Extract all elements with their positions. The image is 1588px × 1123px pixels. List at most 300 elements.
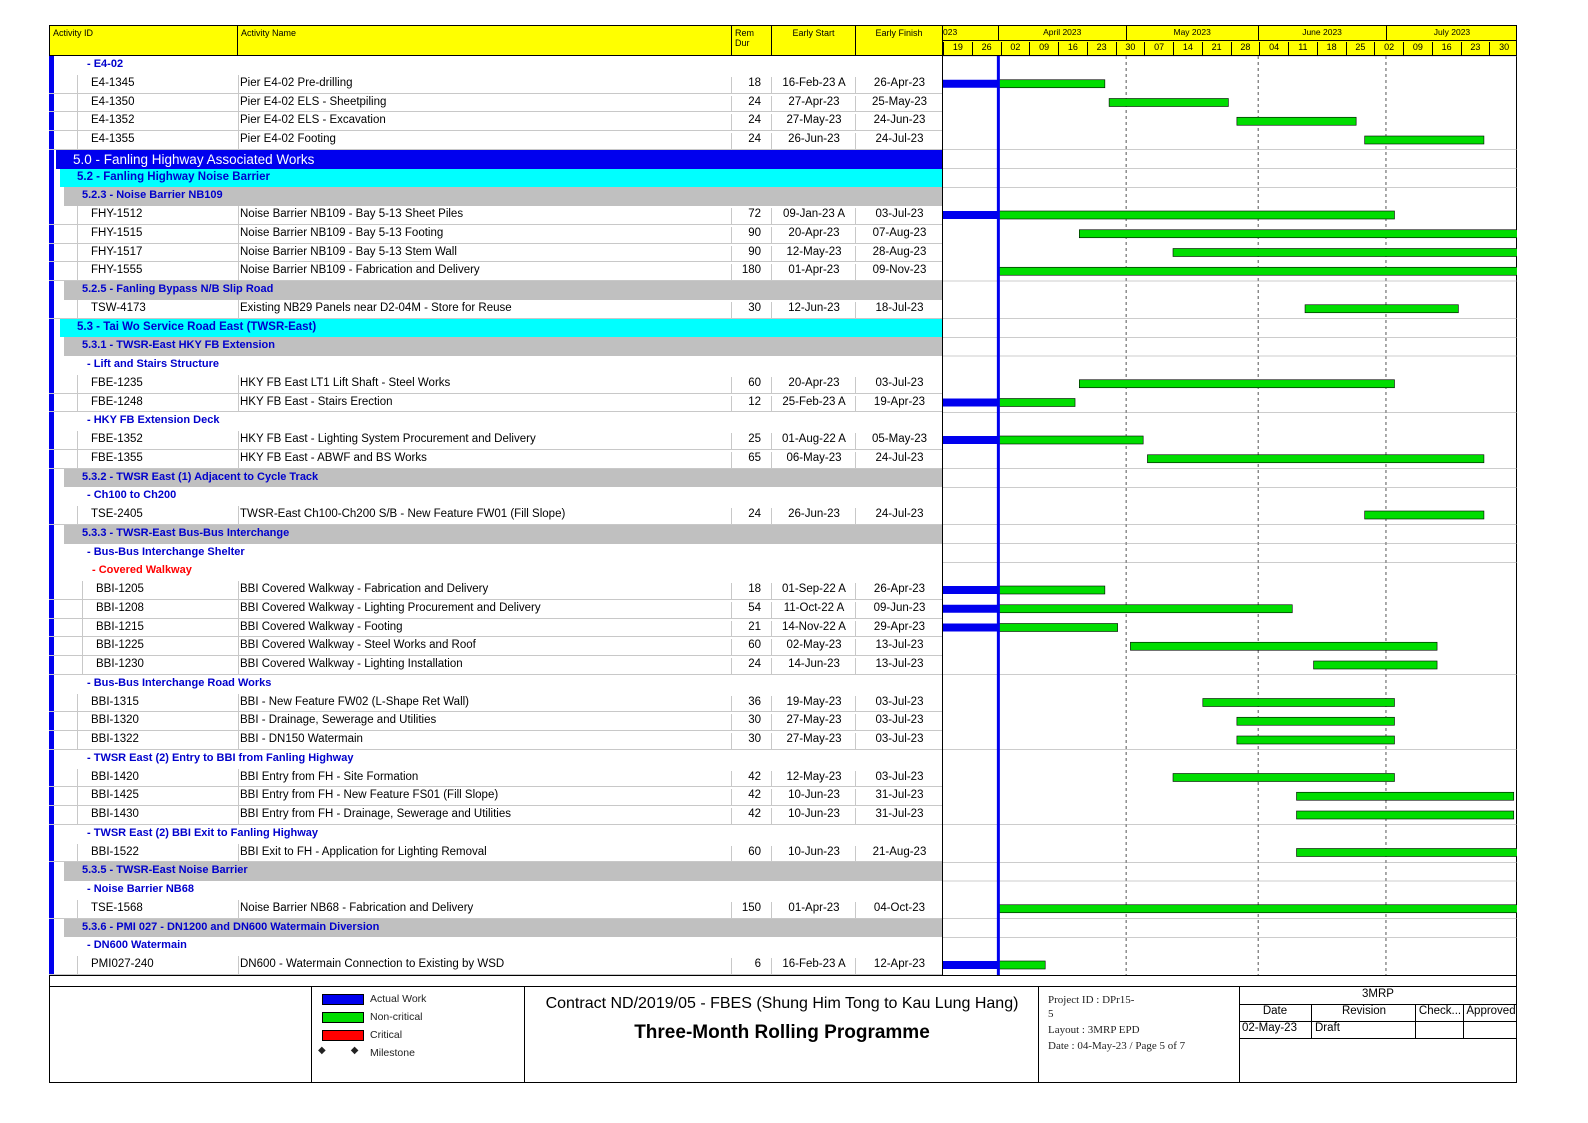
table-row[interactable] <box>49 506 942 525</box>
group-header[interactable] <box>49 319 942 338</box>
noncritical-bar <box>998 211 1394 219</box>
early-finish: 03-Jul-23 <box>855 733 943 749</box>
footer-divider <box>1038 986 1039 1083</box>
month-label: April 2023 <box>1043 27 1082 37</box>
early-start: 12-May-23 <box>771 246 856 262</box>
remaining-duration: 18 <box>731 583 771 599</box>
legend-milestone-icon: ◆ ◆ <box>318 1045 359 1056</box>
legend-noncritical-swatch <box>322 1012 364 1023</box>
noncritical-bar <box>998 624 1117 632</box>
table-row[interactable] <box>49 600 942 619</box>
group-label: 5.2.3 - Noise Barrier NB109 <box>82 189 223 202</box>
early-start: 02-May-23 <box>771 639 856 655</box>
activity-name: BBI Covered Walkway - Lighting Installation <box>240 658 463 670</box>
activity-name: HKY FB East - ABWF and BS Works <box>240 451 427 464</box>
group-label: 5.3.5 - TWSR-East Noise Barrier <box>82 864 248 877</box>
early-start: 27-May-23 <box>771 714 856 730</box>
early-finish: 05-May-23 <box>855 433 943 449</box>
legend-actual-swatch <box>322 994 364 1005</box>
early-finish: 03-Jul-23 <box>855 696 943 712</box>
early-start: 01-Apr-23 <box>771 264 856 280</box>
noncritical-bar <box>998 961 1045 969</box>
table-row[interactable] <box>49 656 942 675</box>
early-start: 06-May-23 <box>771 452 856 468</box>
noncritical-bar <box>998 399 1075 407</box>
early-start: 19-May-23 <box>771 696 856 712</box>
revision-header-check: Check... <box>1415 1005 1464 1021</box>
early-finish: 24-Jun-23 <box>855 114 943 130</box>
group-header[interactable] <box>49 525 942 544</box>
table-row[interactable] <box>49 619 942 638</box>
group-header[interactable] <box>49 412 942 431</box>
activity-name: Pier E4-02 ELS - Excavation <box>240 114 386 127</box>
activity-name: Noise Barrier NB109 - Bay 5-13 Stem Wall <box>240 245 457 258</box>
table-row[interactable] <box>49 300 942 319</box>
remaining-duration: 60 <box>731 639 771 655</box>
early-finish: 09-Jun-23 <box>855 602 943 618</box>
remaining-duration: 180 <box>731 264 771 280</box>
col-activity-name[interactable]: Activity Name <box>238 26 732 55</box>
remaining-duration: 30 <box>731 733 771 749</box>
week-label: 02 <box>1374 42 1403 56</box>
activity-name: Noise Barrier NB109 - Bay 5-13 Footing <box>240 226 444 239</box>
noncritical-bar <box>1147 455 1483 463</box>
early-start: 25-Feb-23 A <box>771 396 856 412</box>
early-finish: 26-Apr-23 <box>855 77 943 93</box>
activity-id: BBI-1215 <box>96 620 144 633</box>
group-label: 5.3.6 - PMI 027 - DN1200 and DN600 Watermain Diversion <box>82 920 380 933</box>
col-rem-dur[interactable]: Rem Dur <box>732 26 772 55</box>
actual-work-bar <box>943 605 998 613</box>
group-header[interactable] <box>49 881 942 900</box>
actual-work-bar <box>943 399 998 407</box>
early-finish: 09-Nov-23 <box>855 264 943 280</box>
noncritical-bar <box>998 436 1143 444</box>
group-header[interactable] <box>49 356 942 375</box>
early-finish: 26-Apr-23 <box>855 583 943 599</box>
month-label: July 2023 <box>1433 27 1471 37</box>
group-label: - TWSR East (2) BBI Exit to Fanling Highway <box>87 826 319 839</box>
activity-id: BBI-1225 <box>96 639 144 652</box>
noncritical-bar <box>1237 717 1395 725</box>
group-header[interactable] <box>49 487 942 506</box>
remaining-duration: 42 <box>731 808 771 824</box>
activity-id: FHY-1512 <box>91 208 143 220</box>
remaining-duration: 90 <box>731 246 771 262</box>
table-row[interactable] <box>49 844 942 863</box>
table-row[interactable] <box>49 712 942 731</box>
activity-id: E4-1350 <box>91 95 135 108</box>
revision-header-revision: Revision <box>1311 1005 1416 1021</box>
activity-name: BBI Covered Walkway - Lighting Procurement and Delivery <box>240 601 541 614</box>
month-label: May 2023 <box>1173 27 1211 37</box>
activity-id: E4-1345 <box>91 76 135 89</box>
activity-name: Existing NB29 Panels near D2-04M - Store for Reuse <box>240 301 512 314</box>
week-label: 14 <box>1173 42 1202 56</box>
group-label: 5.3 - Tai Wo Service Road East (TWSR-East) <box>77 320 317 333</box>
revision-value: Draft <box>1311 1022 1416 1038</box>
activity-id: FBE-1355 <box>91 451 143 464</box>
remaining-duration: 30 <box>731 714 771 730</box>
activity-name: Pier E4-02 Footing <box>240 133 336 145</box>
group-label: - Noise Barrier NB68 <box>87 883 194 895</box>
contract-title: Contract ND/2019/05 - FBES (Shung Him Tong to Kau Lung Hang) <box>545 995 1019 1012</box>
group-header[interactable] <box>49 937 942 956</box>
week-label: 28 <box>1231 42 1260 56</box>
gantt-chart <box>942 56 1517 976</box>
revision-header-date: Date <box>1262 1005 1288 1017</box>
noncritical-bar <box>998 267 1517 275</box>
timeline-header-divider <box>943 40 1517 41</box>
activity-name: HKY FB East LT1 Lift Shaft - Steel Works <box>240 376 451 389</box>
early-start: 01-Aug-22 A <box>771 433 856 449</box>
table-row[interactable] <box>49 956 942 975</box>
activity-name: DN600 - Watermain Connection to Existing by WSD <box>240 958 505 970</box>
remaining-duration: 24 <box>731 114 771 130</box>
early-finish: 03-Jul-23 <box>855 771 943 787</box>
remaining-duration: 24 <box>731 96 771 112</box>
early-finish: 13-Jul-23 <box>855 658 943 674</box>
early-start: 16-Feb-23 A <box>771 958 856 974</box>
table-row[interactable] <box>49 769 942 788</box>
group-label: 5.0 - Fanling Highway Associated Works <box>73 151 315 167</box>
remaining-duration: 90 <box>731 227 771 243</box>
revision-date: 02-May-23 <box>1242 1022 1297 1034</box>
revision-approved <box>1463 1022 1518 1038</box>
early-finish: 29-Apr-23 <box>855 621 943 637</box>
early-finish: 03-Jul-23 <box>855 208 943 224</box>
noncritical-bar <box>998 605 1292 613</box>
group-label: - HKY FB Extension Deck <box>87 414 220 427</box>
early-finish: 25-May-23 <box>855 96 943 112</box>
early-finish: 24-Jul-23 <box>855 452 943 468</box>
early-finish: 19-Apr-23 <box>855 396 943 412</box>
activity-id: PMI027-240 <box>91 958 154 970</box>
activity-id: BBI-1208 <box>96 601 144 614</box>
table-row[interactable] <box>49 787 942 806</box>
early-start: 27-May-23 <box>771 733 856 749</box>
actual-work-bar <box>943 961 998 969</box>
remaining-duration: 18 <box>731 77 771 93</box>
early-start: 10-Jun-23 <box>771 846 856 862</box>
activity-id: BBI-1230 <box>96 658 144 670</box>
activity-name: TWSR-East Ch100-Ch200 S/B - New Feature FW01 (Fill Slope) <box>240 508 566 520</box>
noncritical-bar <box>1173 249 1517 257</box>
early-start: 10-Jun-23 <box>771 808 856 824</box>
activity-id: BBI-1205 <box>96 583 144 595</box>
activity-name: BBI Entry from FH - Site Formation <box>240 770 419 783</box>
revision-check <box>1415 1022 1464 1038</box>
early-start: 11-Oct-22 A <box>771 602 856 618</box>
table-row[interactable] <box>49 900 942 919</box>
noncritical-bar <box>1079 230 1517 238</box>
group-header[interactable] <box>49 169 942 188</box>
legend-critical-label: Critical <box>370 1029 403 1041</box>
activity-id: TSW-4173 <box>91 301 146 314</box>
week-label: 30 <box>1489 42 1517 56</box>
group-label: - E4-02 <box>87 58 124 70</box>
noncritical-bar <box>1237 736 1395 744</box>
activity-name: BBI - Drainage, Sewerage and Utilities <box>240 714 437 727</box>
programme-title: Three-Month Rolling Programme <box>634 1022 930 1043</box>
group-label: - Ch100 to Ch200 <box>87 489 177 502</box>
month-divider <box>1126 26 1127 41</box>
remaining-duration: 6 <box>731 958 771 974</box>
legend-milestone-label: Milestone <box>370 1047 415 1059</box>
week-label: 30 <box>1116 42 1145 56</box>
noncritical-bar <box>998 80 1104 88</box>
group-header[interactable] <box>49 862 942 881</box>
group-header[interactable] <box>49 919 942 938</box>
early-start: 20-Apr-23 <box>771 227 856 243</box>
table-row[interactable] <box>49 94 942 113</box>
noncritical-bar <box>1365 511 1484 519</box>
early-start: 01-Apr-23 <box>771 902 856 918</box>
footer-divider <box>524 986 525 1083</box>
group-label: - Lift and Stairs Structure <box>87 358 220 370</box>
activity-id: BBI-1522 <box>91 845 139 858</box>
table-row[interactable] <box>49 131 942 150</box>
noncritical-bar <box>1173 774 1394 782</box>
legend-noncritical-label: Non-critical <box>370 1011 423 1023</box>
table-row[interactable] <box>49 731 942 750</box>
noncritical-bar <box>1237 117 1356 125</box>
early-finish: 12-Apr-23 <box>855 958 943 974</box>
remaining-duration: 21 <box>731 621 771 637</box>
activity-name: BBI Exit to FH - Application for Lighting Removal <box>240 845 487 858</box>
activity-id: FBE-1235 <box>91 376 143 389</box>
table-row[interactable] <box>49 394 942 413</box>
early-start: 12-May-23 <box>771 771 856 787</box>
noncritical-bar <box>1297 849 1517 857</box>
week-label: 23 <box>1087 42 1116 56</box>
legend-critical-swatch <box>322 1030 364 1041</box>
actual-work-bar <box>943 211 998 219</box>
noncritical-bar <box>1297 811 1514 819</box>
early-finish: 24-Jul-23 <box>855 133 943 149</box>
noncritical-bar <box>1130 642 1437 650</box>
group-header[interactable] <box>49 750 942 769</box>
remaining-duration: 72 <box>731 208 771 224</box>
early-finish: 31-Jul-23 <box>855 808 943 824</box>
activity-name: Pier E4-02 ELS - Sheetpiling <box>240 95 387 108</box>
group-label: - DN600 Watermain <box>87 939 187 952</box>
remaining-duration: 60 <box>731 846 771 862</box>
week-label: 09 <box>1029 42 1058 56</box>
group-header[interactable] <box>49 150 942 169</box>
revision-header-approved: Approved <box>1463 1005 1518 1021</box>
activity-id: FHY-1555 <box>91 264 143 277</box>
activity-name: Noise Barrier NB109 - Bay 5-13 Sheet Piles <box>240 208 464 220</box>
activity-name: BBI Covered Walkway - Steel Works and Roof <box>240 639 476 652</box>
week-label: 23 <box>1461 42 1490 56</box>
noncritical-bar <box>998 586 1104 594</box>
activity-name: BBI Entry from FH - Drainage, Sewerage and Utilities <box>240 808 511 820</box>
early-finish: 03-Jul-23 <box>855 377 943 393</box>
table-row[interactable] <box>49 244 942 263</box>
group-label: - Bus-Bus Interchange Road Works <box>87 676 272 689</box>
activity-name: Noise Barrier NB68 - Fabrication and Delivery <box>240 901 474 914</box>
remaining-duration: 36 <box>731 696 771 712</box>
early-start: 01-Sep-22 A <box>771 583 856 599</box>
noncritical-bar <box>1297 792 1514 800</box>
early-start: 14-Jun-23 <box>771 658 856 674</box>
group-header[interactable] <box>49 675 942 694</box>
remaining-duration: 42 <box>731 771 771 787</box>
early-start: 26-Jun-23 <box>771 508 856 524</box>
remaining-duration: 42 <box>731 789 771 805</box>
col-early-start[interactable]: Early Start <box>772 26 856 55</box>
early-start: 12-Jun-23 <box>771 302 856 318</box>
activity-id: FBE-1248 <box>91 395 143 408</box>
activity-name: HKY FB East - Lighting System Procurement and Delivery <box>240 433 536 445</box>
activity-name: BBI - DN150 Watermain <box>240 733 363 745</box>
table-row[interactable] <box>49 112 942 131</box>
activity-id: E4-1352 <box>91 114 135 127</box>
table-row[interactable] <box>49 262 942 281</box>
group-header[interactable] <box>49 187 942 206</box>
activity-name: Pier E4-02 Pre-drilling <box>240 76 353 89</box>
remaining-duration: 24 <box>731 658 771 674</box>
table-row[interactable] <box>49 806 942 825</box>
week-label: 04 <box>1259 42 1288 56</box>
activity-id: BBI-1425 <box>91 789 139 802</box>
early-finish: 21-Aug-23 <box>855 846 943 862</box>
activity-id: FBE-1352 <box>91 433 143 445</box>
early-start: 27-Apr-23 <box>771 96 856 112</box>
remaining-duration: 54 <box>731 602 771 618</box>
early-finish: 31-Jul-23 <box>855 789 943 805</box>
noncritical-bar <box>1109 99 1228 107</box>
group-label: 5.2.5 - Fanling Bypass N/B Slip Road <box>82 283 274 295</box>
week-label: 09 <box>1403 42 1432 56</box>
noncritical-bar <box>1203 699 1395 707</box>
activity-id: TSE-1568 <box>91 901 143 914</box>
footer-divider <box>311 986 312 1083</box>
project-id-suffix: 5 <box>1048 1008 1054 1020</box>
group-label: 5.3.2 - TWSR East (1) Adjacent to Cycle Track <box>82 470 319 483</box>
table-row[interactable] <box>49 206 942 225</box>
table-row[interactable] <box>49 637 942 656</box>
activity-name: Noise Barrier NB109 - Fabrication and Delivery <box>240 264 480 277</box>
week-label: 16 <box>1432 42 1461 56</box>
week-label: 07 <box>1144 42 1173 56</box>
group-header[interactable] <box>49 562 942 581</box>
remaining-duration: 60 <box>731 377 771 393</box>
week-label: 18 <box>1317 42 1346 56</box>
activity-name: HKY FB East - Stairs Erection <box>240 395 393 408</box>
table-row[interactable] <box>49 225 942 244</box>
early-start: 16-Feb-23 A <box>771 77 856 93</box>
week-label: 25 <box>1346 42 1375 56</box>
remaining-duration: 24 <box>731 133 771 149</box>
col-early-finish[interactable]: Early Finish <box>856 26 943 55</box>
timeline-header <box>942 25 1517 56</box>
activity-id: FHY-1515 <box>91 226 143 239</box>
early-start: 09-Jan-23 A <box>771 208 856 224</box>
remaining-duration: 30 <box>731 302 771 318</box>
project-id: Project ID : DPr15- <box>1048 994 1135 1006</box>
early-finish: 07-Aug-23 <box>855 227 943 243</box>
group-label: 5.3.1 - TWSR-East HKY FB Extension <box>82 339 275 352</box>
group-header[interactable] <box>49 281 942 300</box>
group-label: 5.2 - Fanling Highway Noise Barrier <box>77 170 270 183</box>
group-label: - TWSR East (2) Entry to BBI from Fanling Highway <box>87 751 354 764</box>
activity-id: BBI-1315 <box>91 695 139 708</box>
early-finish: 24-Jul-23 <box>855 508 943 524</box>
month-label: June 2023 <box>1302 27 1342 37</box>
activity-id: BBI-1420 <box>91 770 139 783</box>
noncritical-bar <box>1305 305 1458 313</box>
early-finish: 04-Oct-23 <box>855 902 943 918</box>
week-label: 16 <box>1058 42 1087 56</box>
week-label: 19 <box>943 42 972 56</box>
noncritical-bar <box>998 905 1517 913</box>
actual-work-bar <box>943 80 998 88</box>
legend-actual-label: Actual Work <box>370 993 427 1005</box>
group-label: - Covered Walkway <box>92 564 192 577</box>
group-header[interactable] <box>49 544 942 563</box>
activity-id: BBI-1322 <box>91 733 139 745</box>
early-start: 20-Apr-23 <box>771 377 856 393</box>
month-divider <box>998 26 999 41</box>
activity-name: BBI Entry from FH - New Feature FS01 (Fill Slope) <box>240 789 499 802</box>
group-header[interactable] <box>49 825 942 844</box>
early-finish: 13-Jul-23 <box>855 639 943 655</box>
remaining-duration: 25 <box>731 433 771 449</box>
activity-name: BBI Covered Walkway - Fabrication and Delivery <box>240 583 489 595</box>
early-start: 27-May-23 <box>771 114 856 130</box>
week-label: 26 <box>972 42 1001 56</box>
table-row[interactable] <box>49 694 942 713</box>
early-start: 10-Jun-23 <box>771 789 856 805</box>
remaining-duration: 12 <box>731 396 771 412</box>
early-finish: 18-Jul-23 <box>855 302 943 318</box>
table-row[interactable] <box>49 375 942 394</box>
noncritical-bar <box>1365 136 1484 144</box>
early-finish: 03-Jul-23 <box>855 714 943 730</box>
table-row[interactable] <box>49 431 942 450</box>
actual-work-bar <box>943 436 998 444</box>
month-label: 023 <box>943 27 958 37</box>
col-activity-id[interactable]: Activity ID <box>50 26 238 55</box>
group-header[interactable] <box>49 469 942 488</box>
table-row[interactable] <box>49 581 942 600</box>
footer-top-rule <box>49 986 1517 987</box>
activity-id: E4-1355 <box>91 133 135 145</box>
month-divider <box>1386 26 1387 41</box>
activity-name: BBI - New Feature FW02 (L-Shape Ret Wall) <box>240 695 470 708</box>
early-start: 14-Nov-22 A <box>771 621 856 637</box>
activity-id: BBI-1320 <box>91 714 139 727</box>
layout-label: Layout : 3MRP EPD <box>1048 1024 1140 1036</box>
group-header[interactable] <box>49 56 942 75</box>
table-row[interactable] <box>49 75 942 94</box>
week-label: 02 <box>1001 42 1030 56</box>
print-date: Date : 04-May-23 / Page 5 of 7 <box>1048 1040 1186 1052</box>
actual-work-bar <box>943 586 998 594</box>
group-header[interactable] <box>49 337 942 356</box>
activity-id: BBI-1430 <box>91 808 139 820</box>
noncritical-bar <box>1314 661 1438 669</box>
noncritical-bar <box>1079 380 1394 388</box>
group-label: 5.3.3 - TWSR-East Bus-Bus Interchange <box>82 526 290 539</box>
group-label: - Bus-Bus Interchange Shelter <box>87 545 245 558</box>
table-row[interactable] <box>49 450 942 469</box>
month-divider <box>1258 26 1259 41</box>
actual-work-bar <box>943 624 998 632</box>
early-finish: 28-Aug-23 <box>855 246 943 262</box>
